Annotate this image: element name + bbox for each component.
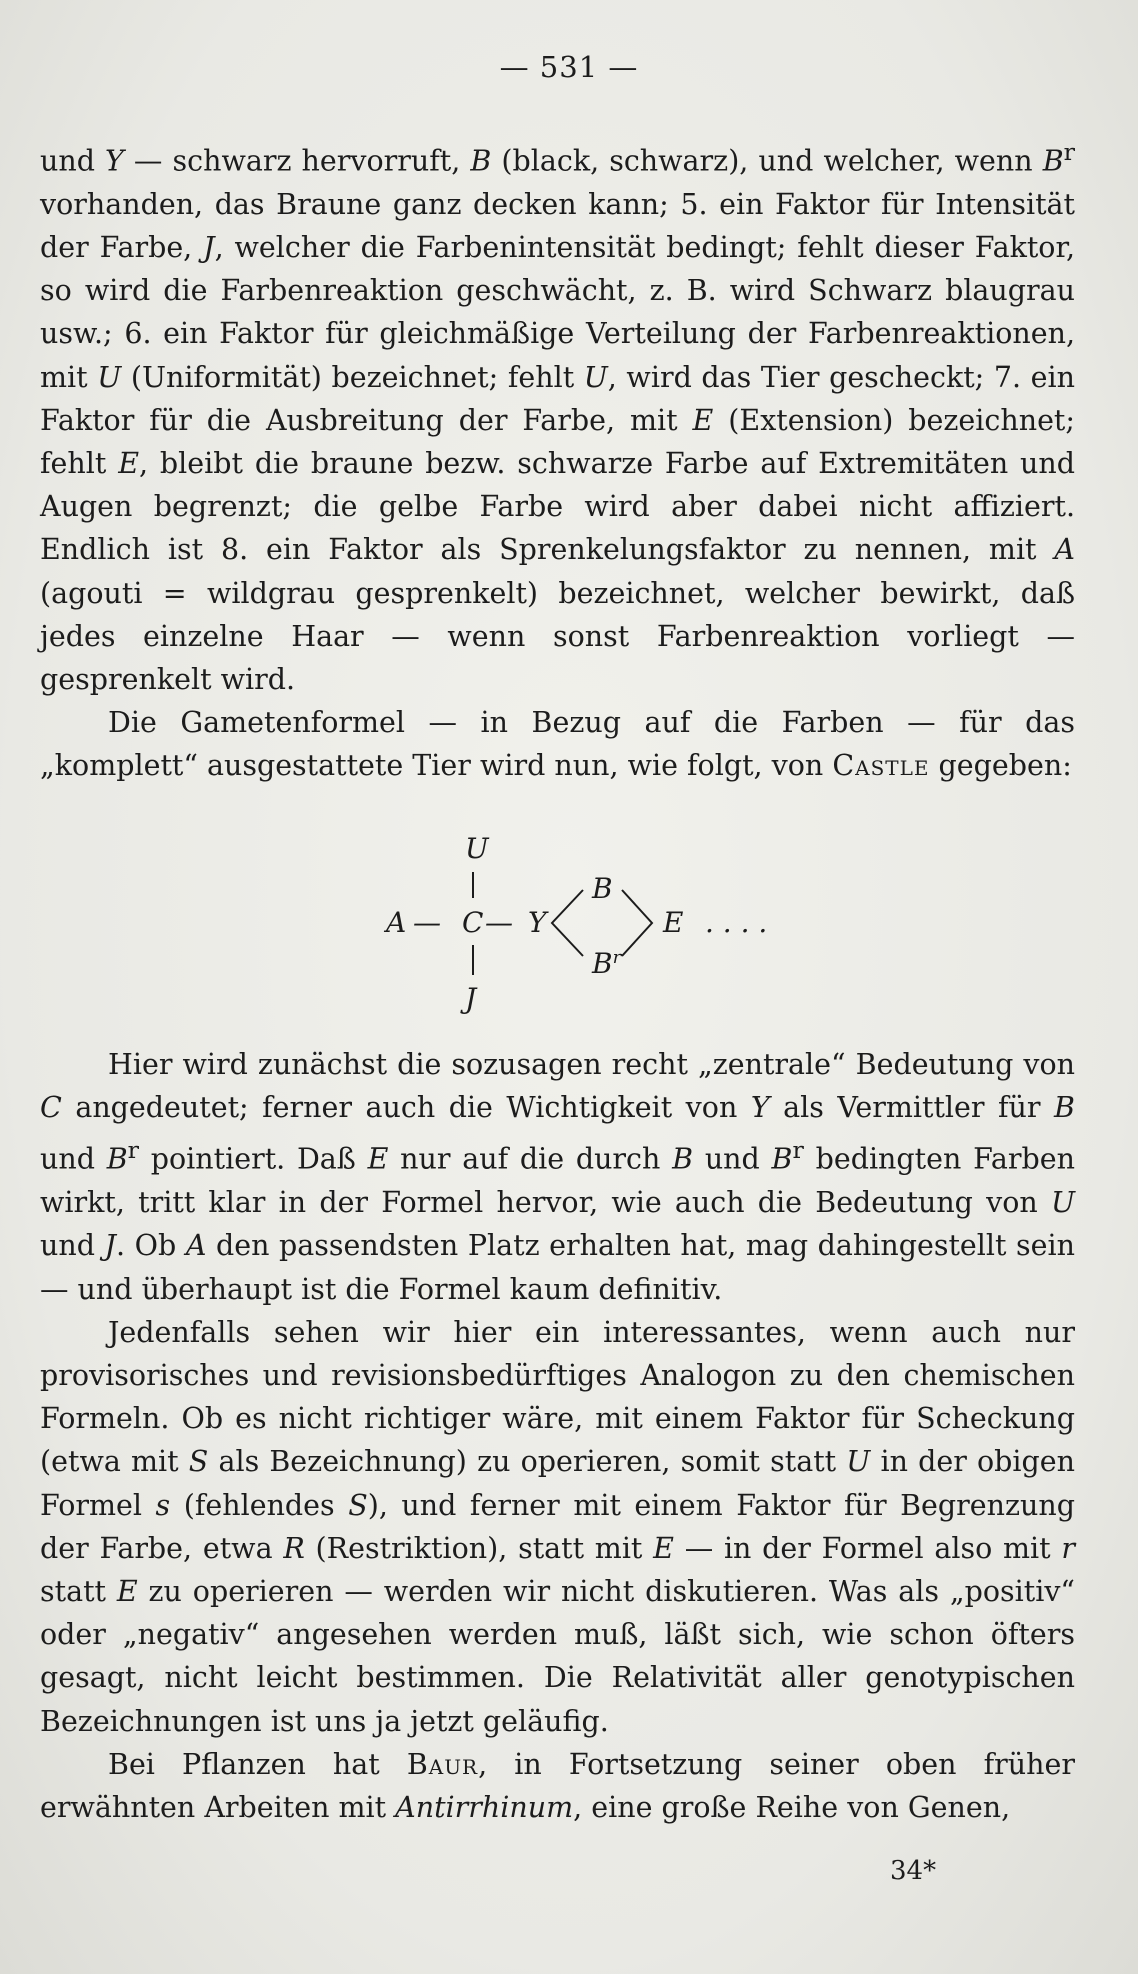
paragraph-1: und Y — schwarz hervorruft, B (black, schwarz), und welcher, wenn $B^r$ vorhanden, das Braune ganz decken kann; 5. ein Faktor für Intensität der Farbe, J, welcher die Farbenintensität bedingt; fehlt dieser Faktor, so wird die Farbenreaktion geschwächt, z. B. wird Schwarz blaugrau usw.; 6. ein Faktor für gleichmäßige Verteilung der Farbenreaktionen, mit U (Uniformität) bezeichnet; fehlt U, wird das Tier gescheckt; 7. ein Faktor für die Ausbreitung der Farbe, mit E (Extension) bezeichnet; fehlt E, bleibt die braune bezw. schwarze Farbe auf Extremitäten und Augen begrenzt; die gelbe Farbe wird aber dabei nicht affiziert. Endlich ist 8. ein Faktor als Sprenkelungsfaktor zu nennen, mit A (agouti = wildgrau gesprenkelt) bezeichnet, welcher bewirkt, daß jedes einzelne Haar — wenn sonst Farbenreaktion vorliegt — gesprenkelt wird. (40, 138, 1076, 696)
formula-E: E (663, 906, 684, 939)
text-block-1 (40, 131, 1075, 788)
page-number: — 531 — (499, 50, 639, 84)
formula-A: A (386, 906, 407, 939)
formula-B: B (592, 872, 613, 905)
formula-Br: $B^r$ (592, 947, 622, 980)
gamete-formula (380, 830, 840, 1020)
paragraph-3: Hier wird zunächst die sozusagen recht „zentrale“ Bedeutung von C angedeutet; ferner auch die Wichtigkeit von Y als Vermittler für B und $B^r$ pointiert. Daß E nur auf die durch B und $B^r$ bedingten Farben wirkt, tritt klar in der Formel hervor, wie auch die Bedeutung von U und J. Ob A den passendsten Platz erhalten hat, mag dahingestellt sein — und überhaupt ist die Formel kaum definitiv. (40, 1048, 1076, 1306)
paragraph-2: Die Gametenformel — in Bezug auf die Farben — für das „komplett“ ausgestattete Tier wird nun, wie folgt, von Castle gegeben: (40, 706, 1075, 783)
formula-dots: . . . . (705, 906, 768, 939)
formula-U: U (465, 832, 489, 865)
signature-mark: 34* (890, 1856, 937, 1886)
bracket-left (552, 890, 583, 956)
formula-dash-2: — (485, 906, 513, 939)
formula-Y: Y (528, 906, 547, 939)
paragraph-5: Bei Pflanzen hat Baur, in Fortsetzung seiner oben früher erwähnten Arbeiten mit Antirrhinum, eine große Reihe von Genen, (40, 1747, 1075, 1824)
formula-diagram (380, 830, 840, 1020)
formula-dash-1: — (413, 906, 441, 939)
text-block-2 (40, 1043, 1075, 1829)
paragraph-4: Jedenfalls sehen wir hier ein interessantes, wenn auch nur provisorisches und revisionsbedürftiges Analogon zu den chemischen Formeln. Ob es nicht richtiger wäre, mit einem Faktor für Scheckung (etwa mit S als Bezeichnung) zu operieren, somit statt U in der obigen Formel s (fehlendes S), und ferner mit einem Faktor für Begrenzung der Farbe, etwa R (Restriktion), statt mit E — in der Formel also mit r statt E zu operieren — werden wir nicht diskutieren. Was als „positiv“ oder „negativ“ angesehen werden muß, läßt sich, wie schon öfters gesagt, nicht leicht bestimmen. Die Relativität aller genotypischen Bezeichnungen ist uns ja jetzt geläufig. (40, 1315, 1075, 1738)
formula-J: J (465, 982, 477, 1015)
formula-C: C (462, 906, 484, 939)
bracket-right (622, 890, 652, 956)
